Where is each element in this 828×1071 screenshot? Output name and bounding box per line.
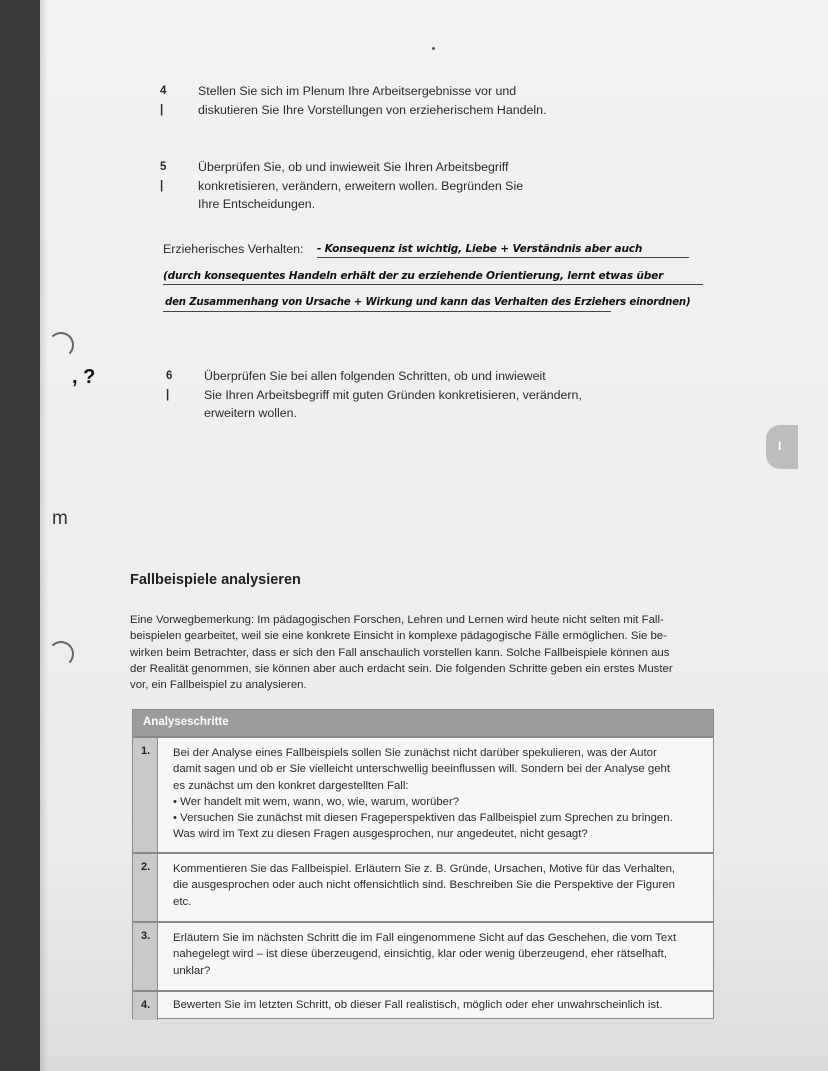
handwritten-line-2: (durch konsequentes Handeln erhält der zu erziehende Orientierung, lernt etwas über <box>163 270 664 282</box>
step-content: Erläutern Sie im nächsten Schritt die im Fall eingenommene Sicht auf das Geschehen, die vom Text nahegelegt wird – ist diese überzeugend, einsichtig, klar oder wenig überzeugend, eher rätselhaft, unklar? <box>173 932 677 977</box>
task-text: Überprüfen Sie, ob und inwieweit Sie Ihren Arbeitsbegriff konkretisieren, verändern, erweitern wollen. Begründen Sie Ihre Entscheidungen. <box>198 160 524 211</box>
handwritten-line-1: - Konsequenz ist wichtig, Liebe + Verständnis aber auch <box>317 243 643 255</box>
task-number: 4 | <box>160 85 167 116</box>
step-content: Bewerten Sie im letzten Schritt, ob dieser Fall realistisch, möglich oder eher unwahrscheinlich ist. <box>173 999 663 1011</box>
punch-hole <box>48 641 74 667</box>
step-content: Bei der Analyse eines Fallbeispiels sollen Sie zunächst nicht darüber spekulieren, was der Autor damit sagen und ob er Sie vielleicht unterschwellig beeinflussen will. Sondern bei der Analyse geht es zunächst um den konkret dargestellten Fall: • Wer handelt mit wem, wann, wo, wie, warum, worüber? • Versuchen Sie zunächst mit diesen Frageperspektiven das Fallbeispiel zum Sprechen zu bringen. Was wird im Text zu diesen Fragen ausgesprochen, nur angedeutet, nicht gesagt? <box>173 747 673 841</box>
table-row <box>133 921 713 992</box>
analysis-steps-table <box>132 709 714 1019</box>
task-text: Stellen Sie sich im Plenum Ihre Arbeitsergebnisse vor und diskutieren Sie Ihre Vorstellungen von erzieherischem Handeln. <box>198 84 547 117</box>
page-edge-shadow <box>40 0 48 1071</box>
task-text: Überprüfen Sie bei allen folgenden Schritten, ob und inwieweit Sie Ihren Arbeitsbegriff mit guten Gründen konkretisieren, verändern, erweitern wollen. <box>204 369 582 420</box>
step-number-cell: 4. <box>133 992 158 1020</box>
handwritten-line-3: den Zusammenhang von Ursache + Wirkung und kann das Verhalten des Erziehers einordnen) <box>165 297 691 308</box>
table-row <box>133 990 713 1020</box>
margin-letter: m <box>52 508 68 529</box>
chapter-side-tab: I <box>766 425 798 469</box>
task-number: 6 | <box>166 370 173 401</box>
answer-underline <box>163 284 703 285</box>
answer-underline <box>317 257 689 258</box>
table-row <box>133 852 713 923</box>
table-row <box>133 736 713 854</box>
step-number-cell: 2. <box>133 854 158 923</box>
punch-hole <box>48 332 74 358</box>
intro-paragraph: Eine Vorwegbemerkung: Im pädagogischen Forschen, Lehren und Lernen wird heute nicht selten mit Fall- beispielen gearbeitet, weil sie eine konkrete Einsicht in komplexe pädagogische Fälle ermöglichen. Sie be- wirken beim Betrachter, dass er sich den Fall anschaulich vorstellen kann. Solche Fallbeispiele können aus der Realität genommen, sie können aber auch erdacht sein. Die folgenden Schritte geben ein erstes Muster vor, ein Fallbeispiel zu analysieren. <box>130 614 673 692</box>
table-header: Analyseschritte <box>133 710 713 736</box>
step-number-cell: 3. <box>133 923 158 992</box>
task-number: 5 | <box>160 161 167 192</box>
margin-mark: , ? <box>72 366 96 388</box>
step-number-cell: 1. <box>133 738 158 854</box>
speck <box>432 47 435 50</box>
step-content: Kommentieren Sie das Fallbeispiel. Erläutern Sie z. B. Gründe, Ursachen, Motive für das Verhalten, die ausgesprochen oder auch nicht offensichtlich sind. Beschreiben Sie die Perspektive der Figuren etc. <box>173 863 676 908</box>
answer-label: Erzieherisches Verhalten: <box>163 242 304 256</box>
section-title: Fallbeispiele analysieren <box>130 572 301 588</box>
answer-underline <box>163 311 611 312</box>
